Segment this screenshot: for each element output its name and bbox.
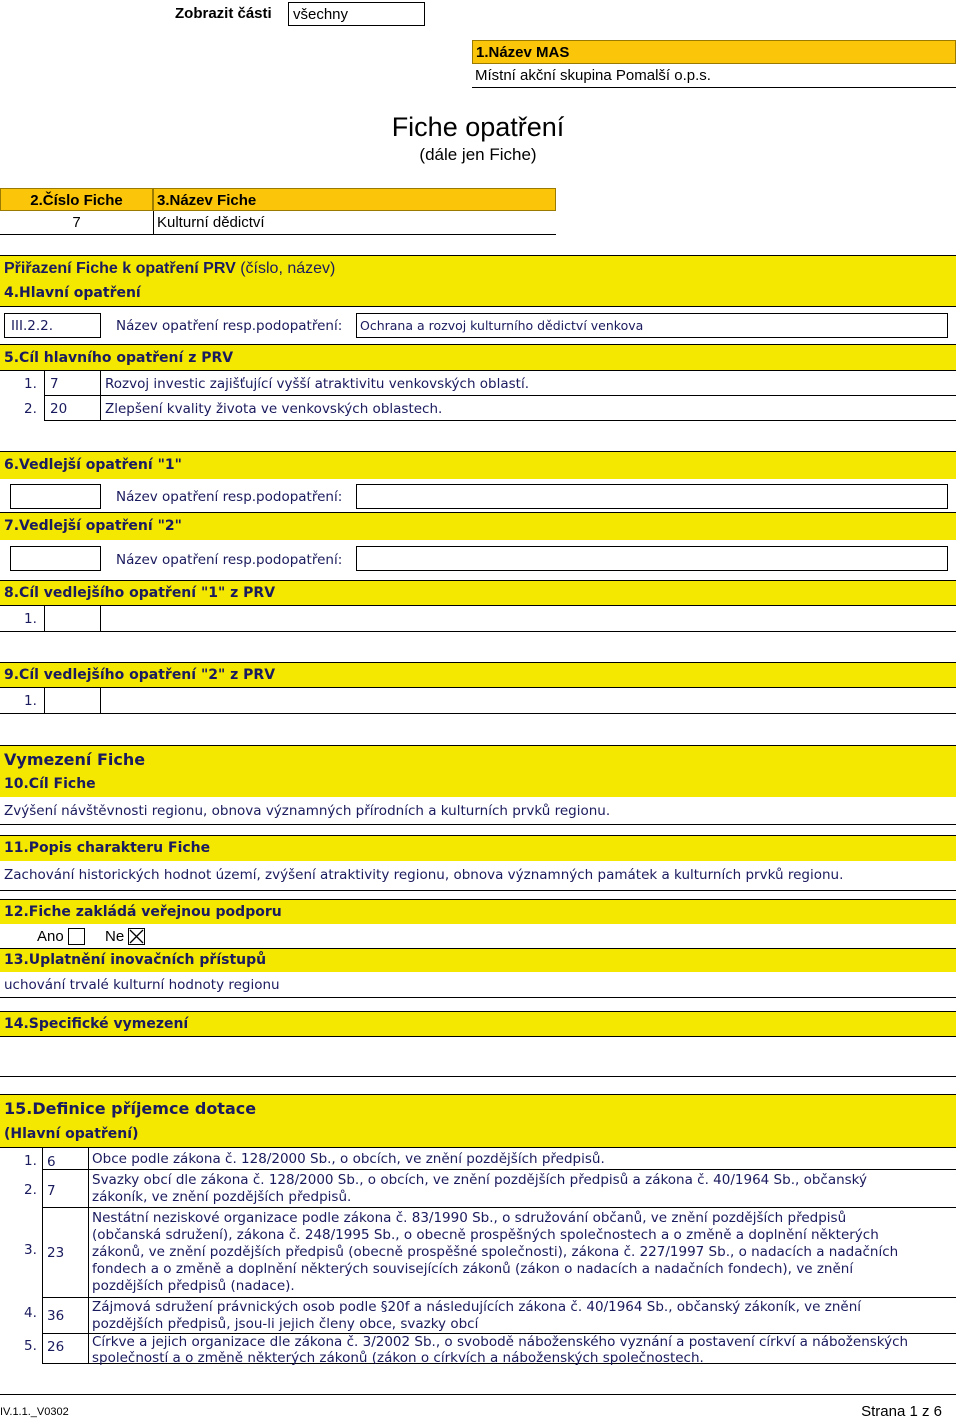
- secondary1-name[interactable]: [356, 484, 948, 509]
- support-label: 12.Fiche zakládá veřejnou podporu: [0, 899, 956, 924]
- support-no-checkbox[interactable]: [128, 928, 145, 945]
- innov-label: 13.Uplatnění inovačních přístupů: [0, 948, 956, 972]
- fiche-number: 7: [0, 211, 153, 235]
- beneficiary-row-4-line-1: Zájmová sdružení právnických osob podle §20f a následujících zákona č. 40/1964 Sb., občanský zákoník, ve znění: [92, 1299, 862, 1315]
- beneficiary-row-4-num: 4.: [24, 1305, 37, 1321]
- beneficiary-row-4-code: 36: [42, 1298, 88, 1334]
- specific-label: 14.Specifické vymezení: [0, 1011, 956, 1037]
- goal-sec1-label: 8.Cíl vedlejšího opatření "1" z PRV: [0, 580, 956, 606]
- secondary1-name-label: Název opatření resp.podopatření:: [116, 489, 343, 505]
- innov-text: uchování trvalé kulturní hodnoty regionu: [0, 972, 956, 998]
- goal-sec1-text[interactable]: [100, 606, 956, 631]
- checked-x-icon: [129, 929, 144, 944]
- beneficiary-row-5-num: 5.: [24, 1338, 37, 1354]
- beneficiary-heading: 15.Definice příjemce dotace: [0, 1094, 956, 1122]
- main-goal-row-2-text: Zlepšení kvality života ve venkovských oblastech.: [100, 396, 956, 421]
- main-goal-table: [0, 371, 956, 421]
- beneficiary-row-3-line-1: Nestátní neziskové organizace podle zákona č. 83/1990 Sb., o sdružování občanů, ve znění pozdějších předpisů: [92, 1210, 847, 1226]
- assignment-heading-normal: (číslo, název): [235, 260, 336, 277]
- secondary1-code[interactable]: [10, 484, 101, 509]
- beneficiary-row-4-text: [88, 1298, 956, 1334]
- support-yes-label: Ano: [37, 928, 64, 945]
- mas-name: Místní akční skupina Pomalší o.p.s.: [472, 64, 956, 88]
- beneficiary-row-2-line-2: zákoník, ve znění pozdějších předpisů.: [92, 1189, 352, 1205]
- filter-select[interactable]: všechny: [288, 2, 425, 26]
- goal-sec2-text[interactable]: [100, 688, 956, 713]
- desc-fiche-text: Zachování historických hodnot území, zvýšení atraktivity regionu, obnova významných památek a kulturních prvků regionu.: [0, 861, 956, 891]
- footer-page: Strana 1 z 6: [861, 1403, 942, 1420]
- main-goal-row-2-num: 2.: [24, 401, 37, 417]
- support-yes-checkbox[interactable]: [68, 928, 85, 945]
- beneficiary-row-3-code: 23: [42, 1208, 88, 1298]
- beneficiary-row-2-code: 7: [42, 1170, 88, 1208]
- mas-header: 1.Název MAS: [472, 40, 956, 64]
- beneficiary-row-3-line-3: zákonů, ve znění pozdějších předpisů (obecně prospěšné společnosti), zákona č. 227/1997 Sb., o nadacích a nadačních: [92, 1244, 899, 1260]
- beneficiary-row-3-line-2: (občanská sdružení), zákona č. 248/1995 Sb., o obecně prospěšných společnostech a o změně a doplnění některých: [92, 1227, 879, 1243]
- beneficiary-row-1-num: 1.: [24, 1153, 37, 1169]
- beneficiary-row-1-code: 6: [42, 1148, 88, 1170]
- assignment-heading: [0, 255, 956, 281]
- desc-fiche-label: 11.Popis charakteru Fiche: [0, 835, 956, 861]
- specific-text[interactable]: [0, 1037, 956, 1077]
- goal-sec1-code[interactable]: [44, 606, 100, 631]
- beneficiary-row-5-code: 26: [42, 1334, 88, 1364]
- page-title: Fiche opatření: [391, 112, 565, 142]
- beneficiary-row-5-line-1: Církve a jejich organizace dle zákona č. 3/2002 Sb., o svobodě náboženského vyznání a postavení církví a náboženských: [92, 1334, 909, 1350]
- main-measure-label: 4.Hlavní opatření: [0, 281, 956, 307]
- goal-sec2-row: [0, 688, 956, 714]
- beneficiary-row-3-num: 3.: [24, 1242, 37, 1258]
- support-no-label: Ne: [105, 928, 125, 945]
- beneficiary-row-4-line-2: pozdějších předpisů, jsou-li jejich členy obce, svazky obcí: [92, 1316, 479, 1332]
- goal-sec1-row: [0, 606, 956, 632]
- main-measure-name-label: Název opatření resp.podopatření:: [116, 318, 343, 334]
- goal-fiche-text: Zvýšení návštěvnosti regionu, obnova významných přírodních a kulturních prvků regionu.: [0, 797, 956, 825]
- beneficiary-row-3-line-5: pozdějších předpisů (nadace).: [92, 1278, 295, 1294]
- fiche-name-label: 3.Název Fiche: [153, 188, 556, 211]
- definition-heading: Vymezení Fiche: [0, 745, 956, 773]
- main-goal-row-1-num: 1.: [24, 376, 37, 392]
- fiche-number-label: 2.Číslo Fiche: [0, 188, 153, 211]
- filter-label: Zobrazit části: [175, 5, 272, 22]
- beneficiary-sub: (Hlavní opatření): [0, 1122, 956, 1148]
- goal-sec2-num: 1.: [24, 693, 37, 709]
- goal-sec2-code[interactable]: [44, 688, 100, 713]
- secondary2-name-label: Název opatření resp.podopatření:: [116, 552, 343, 568]
- page-subtitle: (dále jen Fiche): [419, 145, 537, 164]
- main-goal-row-2-code: 20: [44, 396, 100, 421]
- secondary1-label: 6.Vedlejší opatření "1": [0, 451, 956, 479]
- secondary2-name[interactable]: [356, 546, 948, 571]
- beneficiary-row-5-text: [88, 1334, 956, 1364]
- beneficiary-row-2-num: 2.: [24, 1182, 37, 1198]
- main-goal-label: 5.Cíl hlavního opatření z PRV: [0, 344, 956, 371]
- beneficiary-row-2-line-1: Svazky obcí dle zákona č. 128/2000 Sb., o obcích, ve znění pozdějších předpisů a zákona č. 40/1964 Sb., občanský: [92, 1172, 868, 1188]
- fiche-name: Kulturní dědictví: [153, 211, 556, 235]
- beneficiary-row-5-line-2: společností a o změně některých zákonů (zákon o církvích a náboženských společnostech.: [92, 1350, 704, 1366]
- goal-fiche-label: 10.Cíl Fiche: [0, 773, 956, 797]
- secondary2-label: 7.Vedlejší opatření "2": [0, 512, 956, 540]
- footer-rule: [0, 1394, 956, 1395]
- assignment-heading-bold: Přiřazení Fiche k opatření PRV: [4, 260, 236, 277]
- beneficiary-row-3-line-4: fondech a o změně a doplnění některých souvisejících zákonů (zákon o nadacích a nadačních fondech), ve znění: [92, 1261, 854, 1277]
- beneficiary-table: [0, 1148, 956, 1364]
- beneficiary-row-2-text: [88, 1170, 956, 1208]
- beneficiary-row-1-line-1: Obce podle zákona č. 128/2000 Sb., o obcích, ve znění pozdějších předpisů.: [92, 1151, 605, 1167]
- footer-code: IV.1.1._V0302: [0, 1406, 69, 1418]
- goal-sec2-label: 9.Cíl vedlejšího opatření "2" z PRV: [0, 662, 956, 688]
- main-measure-name: Ochrana a rozvoj kulturního dědictví venkova: [356, 313, 948, 338]
- secondary2-code[interactable]: [10, 546, 101, 571]
- goal-sec1-num: 1.: [24, 611, 37, 627]
- beneficiary-row-3-text: [88, 1208, 956, 1298]
- main-goal-row-1-text: Rozvoj investic zajišťující vyšší atraktivitu venkovských oblastí.: [100, 371, 956, 396]
- main-measure-code: III.2.2.: [4, 313, 101, 338]
- main-goal-row-1-code: 7: [44, 371, 100, 396]
- beneficiary-row-1-text: [88, 1148, 956, 1170]
